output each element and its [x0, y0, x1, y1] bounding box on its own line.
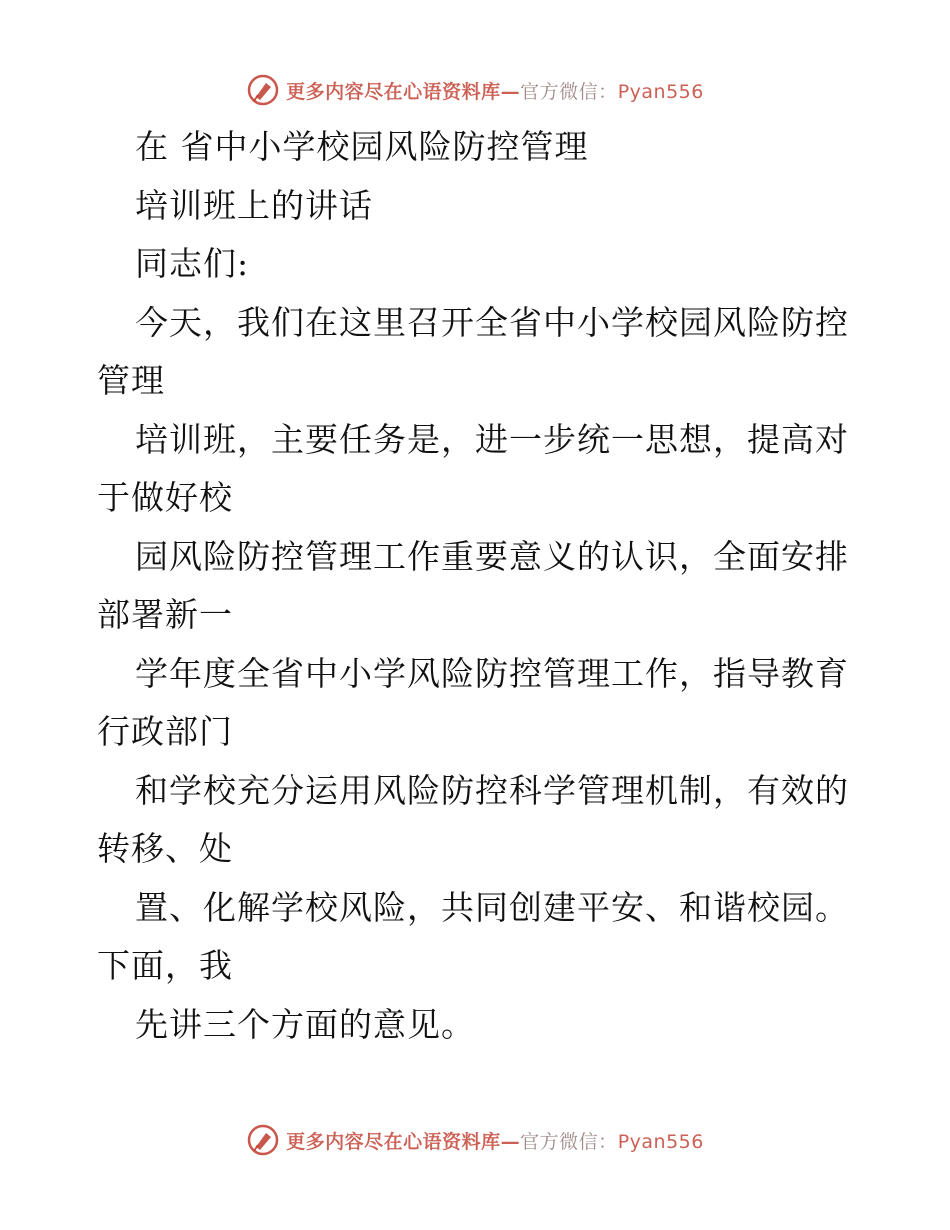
pen-nib-logo-icon [246, 73, 280, 107]
watermark-separator: — [500, 80, 521, 103]
footer-watermark [0, 1120, 950, 1160]
watermark-text [286, 77, 704, 104]
title-line-2: 培训班上的讲话 [135, 185, 373, 225]
title-line-1: 在 省中小学校园风险防控管理 [135, 127, 589, 166]
watermark-separator: — [500, 1130, 521, 1153]
paragraph-line: 管理 [97, 361, 165, 400]
paragraph-line: 下面，我 [97, 946, 233, 985]
paragraph-line: 行政部门 [97, 712, 233, 751]
paragraph-line: 部署新一 [97, 595, 233, 634]
header-watermark [0, 70, 950, 110]
paragraph-line: 转移、处 [97, 829, 233, 868]
paragraph-line: 先讲三个方面的意见。 [135, 1004, 475, 1044]
paragraph-line: 和学校充分运用风险防控科学管理机制，有效的 [135, 770, 849, 810]
watermark-wechat-label: 官方微信： [520, 80, 618, 103]
paragraph-line: 置、化解学校风险，共同创建平安、和谐校园。 [135, 887, 849, 927]
watermark-text [286, 1127, 704, 1154]
paragraph-line: 今天，我们在这里召开全省中小学校园风险防控 [135, 302, 849, 342]
watermark-wechat-label: 官方微信： [520, 1130, 618, 1153]
paragraph-line: 学年度全省中小学风险防控管理工作，指导教育 [135, 653, 849, 693]
watermark-site-text: 更多内容尽在心语资料库 [286, 1130, 501, 1153]
watermark-site-text: 更多内容尽在心语资料库 [286, 80, 501, 103]
watermark-wechat-id: Pyan556 [617, 1130, 704, 1153]
paragraph-line: 于做好校 [97, 478, 233, 517]
document-body [97, 118, 857, 1054]
salutation: 同志们: [135, 244, 250, 283]
paragraph-line: 园风险防控管理工作重要意义的认识，全面安排 [135, 536, 849, 576]
pen-nib-logo-icon [246, 1123, 280, 1157]
paragraph-line: 培训班，主要任务是，进一步统一思想，提高对 [135, 419, 849, 459]
watermark-wechat-id: Pyan556 [617, 80, 704, 103]
